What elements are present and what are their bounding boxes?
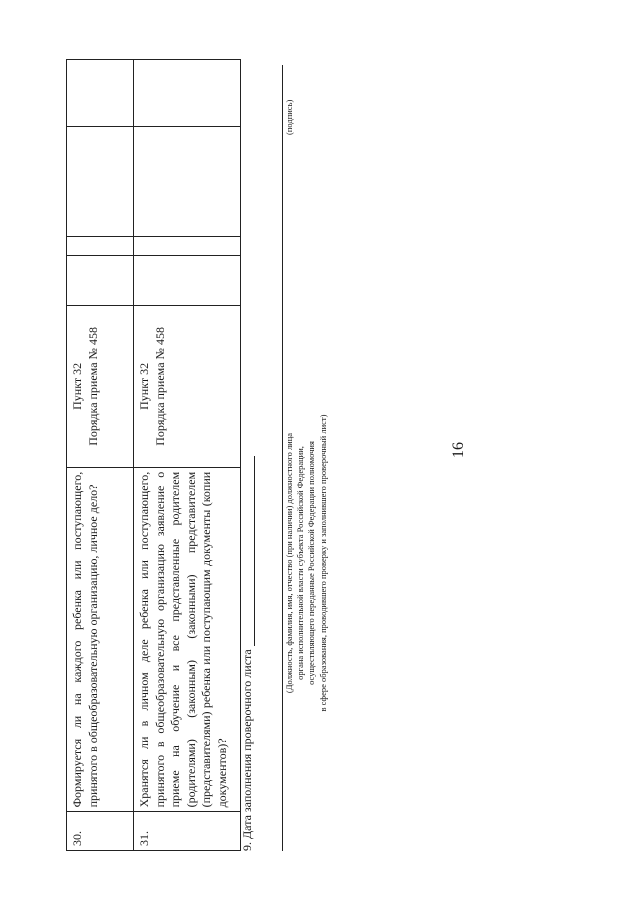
regulation-reference — [67, 305, 134, 467]
reference-clause: Пункт 32 — [137, 362, 151, 410]
question-text: Формируется ли на каждого ребенка или поступающего, принятого в общеобразовательную организацию, личное дело? — [67, 467, 134, 812]
official-caption-line: осуществляющего переданные Российской Федерации полномочия — [306, 441, 317, 685]
official-caption-line: органа исполнительной власти субъекта Российской Федерации, — [295, 446, 306, 680]
fill-date-label: 9. Дата заполнения проверочного листа — [240, 649, 254, 851]
fill-date-line — [240, 456, 255, 851]
signature-caption: (подпись) — [284, 99, 294, 135]
regulation-reference — [134, 305, 241, 467]
official-name-rule — [282, 275, 283, 851]
table-row — [134, 60, 241, 851]
answer-cell — [67, 60, 134, 127]
answer-cell — [134, 237, 241, 256]
official-caption — [284, 275, 329, 851]
answer-cell — [134, 127, 241, 237]
answer-cell — [67, 127, 134, 237]
official-caption-line: (Должность, фамилия, имя, отчество (при наличии) должностного лица — [284, 432, 294, 694]
answer-cell — [67, 256, 134, 306]
signature-rule — [282, 65, 283, 275]
answer-cell — [67, 237, 134, 256]
official-caption-line: в сфере образования, проводившего проверку и заполнившего проверочный лист) — [317, 414, 328, 712]
fill-date-blank[interactable] — [242, 456, 255, 646]
answer-cell — [134, 60, 241, 127]
reference-document: Порядка приема № 458 — [152, 327, 167, 446]
reference-clause: Пункт 32 — [70, 362, 84, 410]
row-number: 30. — [67, 812, 134, 851]
checklist-table — [66, 59, 241, 851]
question-text: Хранятся ли в личном деле ребенка или поступающего, принятого в общеобразовательную организацию заявление о приеме на обучение и все представленные родителем (родителями) (законным) (законными) представителем (представителями) ребенка или поступающим документы (копии документов)? — [134, 467, 241, 812]
row-number: 31. — [134, 812, 241, 851]
table-row — [67, 60, 134, 851]
answer-cell — [134, 256, 241, 306]
reference-document: Порядка приема № 458 — [85, 327, 100, 446]
page-number: 16 — [450, 442, 467, 458]
